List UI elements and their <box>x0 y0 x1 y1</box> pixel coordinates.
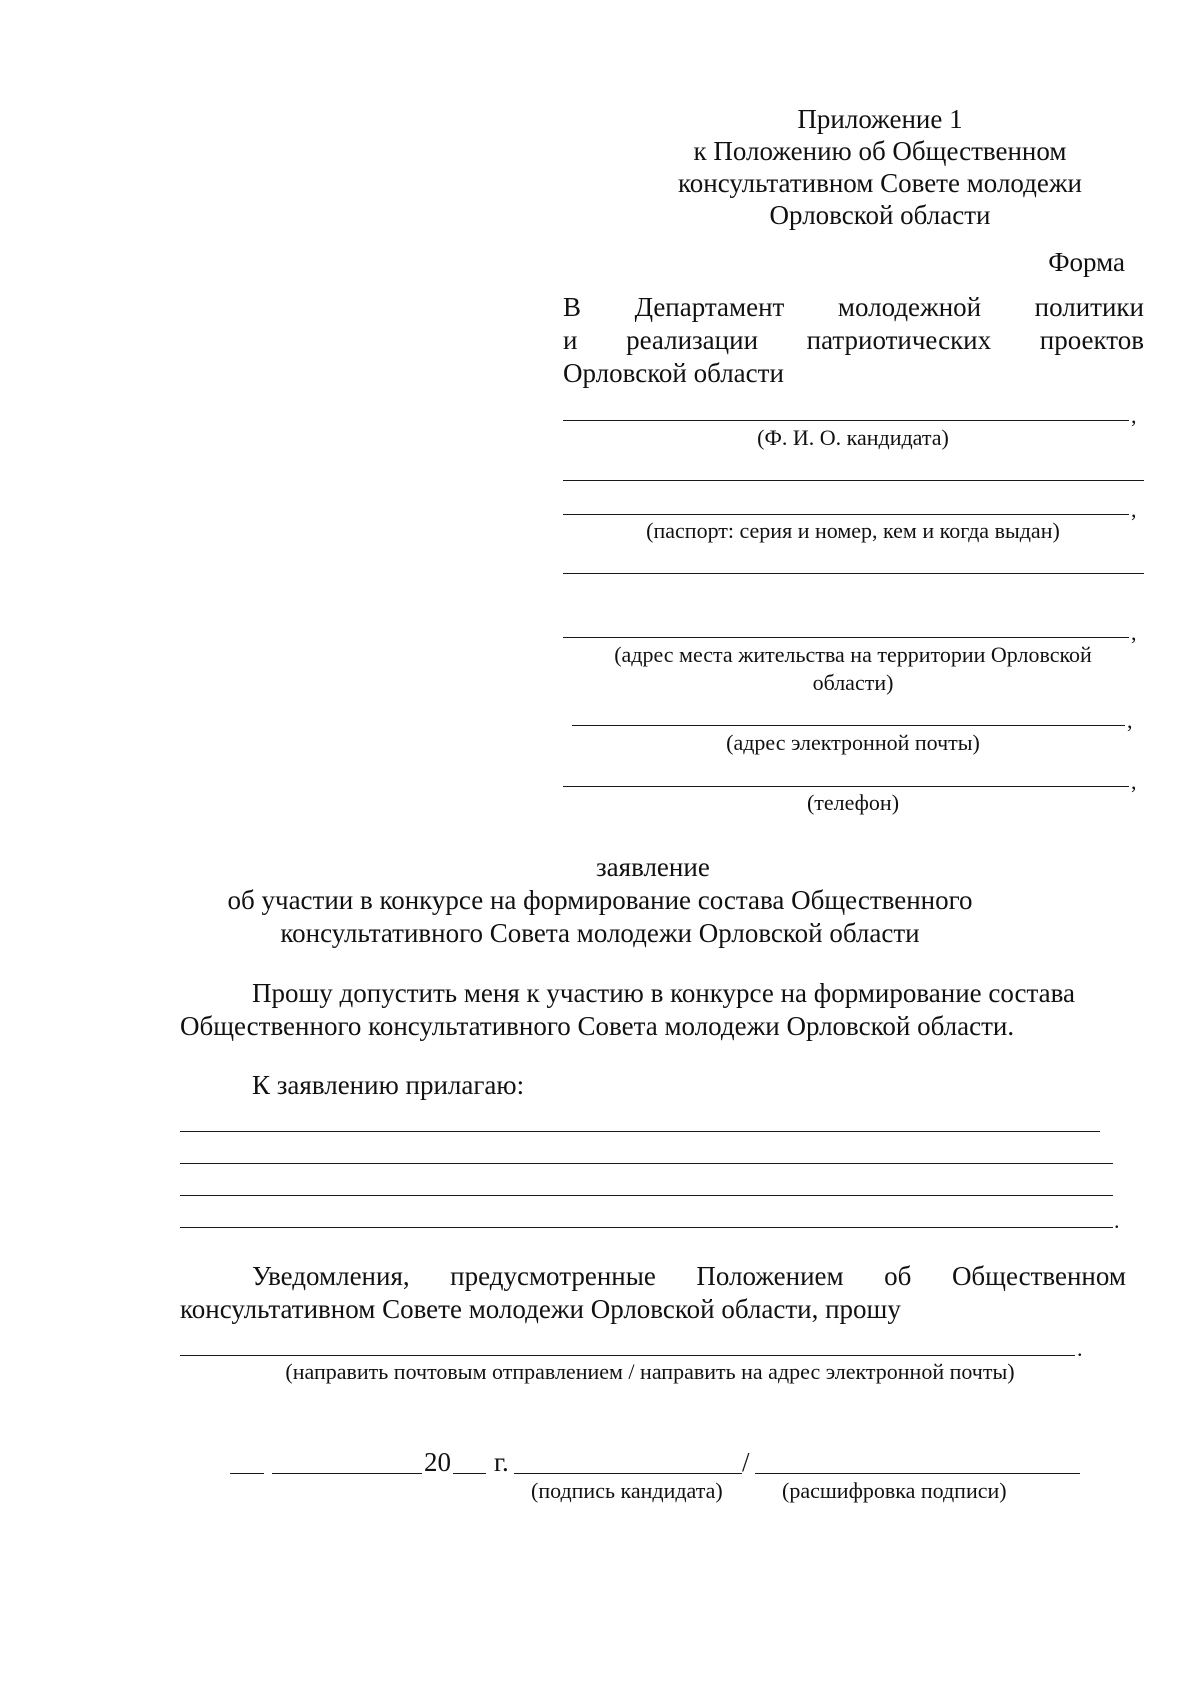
addressee-word: проектов <box>1039 325 1144 355</box>
addressee-word: Департамент <box>634 292 785 322</box>
fio-comma: , <box>1131 403 1137 428</box>
addressee-word: патриотических <box>806 325 992 355</box>
addressee-word: и <box>563 325 578 355</box>
date-month-line[interactable] <box>272 1473 422 1474</box>
request-line-2: Общественного консультативного Совета молодежи Орловской области. <box>180 1011 1015 1041</box>
attachments-label: К заявлению прилагаю: <box>252 1070 525 1100</box>
fio-caption: (Ф. И. О. кандидата) <box>757 425 949 450</box>
phone-comma: , <box>1131 769 1137 794</box>
address-comma: , <box>1131 620 1137 645</box>
notice-row-1 <box>252 1260 1126 1292</box>
notice-word: Положением <box>696 1261 844 1291</box>
addressee-word: молодежной <box>837 292 982 322</box>
appendix-line-4: Орловской области <box>769 200 991 230</box>
addressee-row-3: Орловской области <box>563 358 784 388</box>
statement-subtitle-1: об участии в конкурсе на формирование состава Общественного <box>227 885 973 915</box>
notice-word: об <box>884 1261 912 1291</box>
signature-decode-line[interactable] <box>755 1473 1080 1474</box>
statement-subtitle-2: консультативного Совета молодежи Орловской области <box>280 918 920 948</box>
signature-caption: (подпись кандидата) <box>531 1478 723 1503</box>
phone-line[interactable] <box>563 786 1129 787</box>
form-label: Форма <box>1048 247 1125 277</box>
date-year-prefix: 20 <box>424 1447 451 1477</box>
address-line[interactable] <box>563 637 1129 638</box>
phone-caption: (телефон) <box>806 790 900 815</box>
notice-line-2: консультативном Совете молодежи Орловской области, прошу <box>180 1294 901 1324</box>
addressee-word: реализации <box>626 325 759 355</box>
signature-decode-caption: (расшифровка подписи) <box>782 1478 1007 1503</box>
date-day-line[interactable] <box>230 1473 264 1474</box>
attachment-line-2[interactable] <box>180 1163 1113 1164</box>
notice-period: . <box>1077 1336 1083 1361</box>
addressee-word: В <box>563 292 582 322</box>
email-comma: , <box>1127 708 1133 733</box>
appendix-title: Приложение 1 <box>797 104 963 134</box>
date-year-suffix: г. <box>494 1447 509 1477</box>
notice-word: Общественном <box>951 1261 1126 1291</box>
addressee-row-2 <box>563 324 1144 356</box>
date-year-line[interactable] <box>453 1473 486 1474</box>
notice-caption: (направить почтовым отправлением / направить на адрес электронной почты) <box>285 1359 1015 1384</box>
attachment-period: . <box>1114 1208 1120 1233</box>
passport-line-3[interactable] <box>563 573 1144 574</box>
address-caption-1: (адрес места жительства на территории Орловской <box>614 642 1092 667</box>
appendix-line-3: консультативном Совете молодежи <box>678 168 1082 198</box>
email-line[interactable] <box>572 725 1125 726</box>
notice-word: Уведомления, <box>252 1261 410 1291</box>
signature-line[interactable] <box>514 1473 742 1474</box>
statement-title: заявление <box>596 852 710 882</box>
addressee-word: политики <box>1034 292 1144 322</box>
address-caption-2: области) <box>812 670 894 695</box>
addressee-row-1 <box>563 291 1144 323</box>
passport-comma: , <box>1131 497 1137 522</box>
passport-line-2[interactable] <box>563 514 1129 515</box>
passport-caption: (паспорт: серия и номер, кем и когда выдан) <box>646 518 1060 543</box>
attachment-line-3[interactable] <box>180 1195 1113 1196</box>
fio-line[interactable] <box>563 420 1129 421</box>
attachment-line-1[interactable] <box>180 1131 1100 1132</box>
appendix-line-2: к Положению об Общественном <box>693 136 1067 166</box>
notice-word: предусмотренные <box>450 1261 656 1291</box>
signature-slash: / <box>742 1447 750 1477</box>
request-line-1: Прошу допустить меня к участию в конкурсе на формирование состава <box>252 978 1076 1008</box>
passport-line-1[interactable] <box>563 480 1144 481</box>
email-caption: (адрес электронной почты) <box>726 730 980 755</box>
attachment-line-4[interactable] <box>180 1227 1113 1228</box>
notice-method-line[interactable] <box>180 1355 1075 1356</box>
